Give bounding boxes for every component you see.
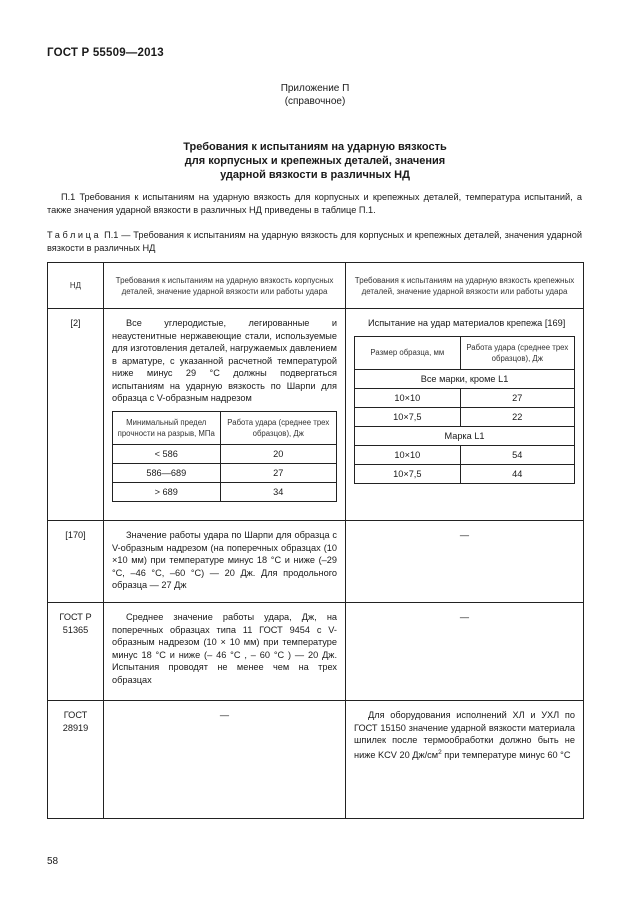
document-code: ГОСТ Р 55509—2013 [47,47,164,59]
row-body-cell [104,309,346,521]
appendix-title: Приложение П [280,83,350,94]
subtable-row [113,463,337,482]
row-nd: [2] [48,309,104,521]
table-row [48,603,584,701]
sub-cell: 34 [220,482,336,501]
subtable-row [355,388,575,407]
row-fastener-text [346,701,584,819]
sub-cell: 586—689 [113,463,221,482]
sub-cell: 44 [460,464,574,483]
sub-header-strength: Минимальный предел прочности на разрыв, МПа [113,411,221,444]
fastener-text-main: Для оборудования исполнений ХЛ и УХЛ по ГОСТ 15150 значение ударной вязкости материала шпилек после термообработки должно быть не ниже KCV 20 Дж/см [354,710,575,760]
table-row [48,701,584,819]
section-title-line: ударной вязкости в различных НД [220,169,410,181]
table-caption [47,229,582,255]
sub-header-size: Размер образца, мм [355,336,461,369]
row-fastener-cell [346,309,584,521]
table-caption-prefix: Таблица [47,230,102,240]
table-header-row [48,263,584,309]
subtable-row [355,445,575,464]
row-fastener-text: — [346,521,584,603]
sub-group-label: Марка L1 [355,426,575,445]
appendix-note: (справочное) [284,96,346,107]
table-row [48,309,584,521]
table-caption-text: П.1 — Требования к испытаниям на ударную вязкость для корпусных и крепежных деталей, значения ударной вязкости в различных НД [47,230,582,253]
sub-cell: 20 [220,444,336,463]
sub-cell: 27 [220,463,336,482]
page-number: 58 [47,856,59,867]
sub-header-energy: Работа удара (среднее трех образцов), Дж [460,336,574,369]
sub-cell: > 689 [113,482,221,501]
row-body-text: Все углеродистые, легированные и неаустенитные нержавеющие стали, используемые для изготовления деталей, нагружаемых давлением в арматуре, с указанной расчетной температурой ниже минус 29 °С должны подвергаться испытаниям на ударную вязкость по Шарпи для образца с V-образным надрезом [112,318,337,403]
table-row [48,521,584,603]
row-body-text: — [104,701,346,819]
sub-cell: < 586 [113,444,221,463]
sub-cell: 10×7,5 [355,464,461,483]
subtable-row [355,464,575,483]
subtable-row [113,444,337,463]
row-nd: ГОСТ 28919 [48,701,104,819]
sub-cell: 10×10 [355,388,461,407]
header-nd: НД [48,263,104,309]
fastener-subtable [354,336,575,484]
section-title-line: Требования к испытаниям на ударную вязкость [183,141,447,153]
fastener-text-tail: при температуре минус 60 °С [441,749,571,760]
section-title [0,140,630,182]
subtable-row [355,407,575,426]
row-fastener-text: — [346,603,584,701]
section-title-line: для корпусных и крепежных деталей, значения [184,155,446,167]
sub-cell: 27 [460,388,574,407]
subtable-group-row [355,426,575,445]
row-fastener-text: Испытание на удар материалов крепежа [169] [368,318,566,328]
sub-cell: 22 [460,407,574,426]
intro-paragraph: П.1 Требования к испытаниям на ударную вязкость для корпусных и крепежных деталей, температура испытаний, а также значения ударной вязкости в различных НД приведены в таблице П.1. [47,192,582,215]
body-subtable [112,411,337,502]
superscript: 2 [438,748,442,756]
row-nd: [170] [48,521,104,603]
subtable-header [113,411,337,444]
requirements-table [47,262,584,819]
subtable-row [113,482,337,501]
sub-cell: 54 [460,445,574,464]
header-fastener: Требования к испытаниям на ударную вязкость крепежных деталей, значение ударной вязкости или работы удара [346,263,584,309]
sub-group-label: Все марки, кроме L1 [355,369,575,388]
row-body-text: Значение работы удара по Шарпи для образца с V-образным надрезом (на поперечных образцах (10 ×10 мм) при температуре минус 18 °С и ниже (–29 °С, –46 °С, –60 °С) — 20 Дж. Для продольного образца — 27 Дж [104,521,346,603]
subtable-header [355,336,575,369]
header-body: Требования к испытаниям на ударную вязкость корпусных деталей, значение ударной вязкости или работы удара [104,263,346,309]
row-body-text: Среднее значение работы удара, Дж, на поперечных образцах типа 11 ГОСТ 9454 с V-образным надрезом (10 × 10 мм) при температуре минус 18 °С и ниже (– 46 °С , – 60 °С ) — 20 Дж. Испытания проводят не менее чем на трех образцах [104,603,346,701]
subtable-group-row [355,369,575,388]
sub-cell: 10×7,5 [355,407,461,426]
sub-header-energy: Работа удара (среднее трех образцов), Дж [220,411,336,444]
row-nd: ГОСТ Р 51365 [48,603,104,701]
sub-cell: 10×10 [355,445,461,464]
